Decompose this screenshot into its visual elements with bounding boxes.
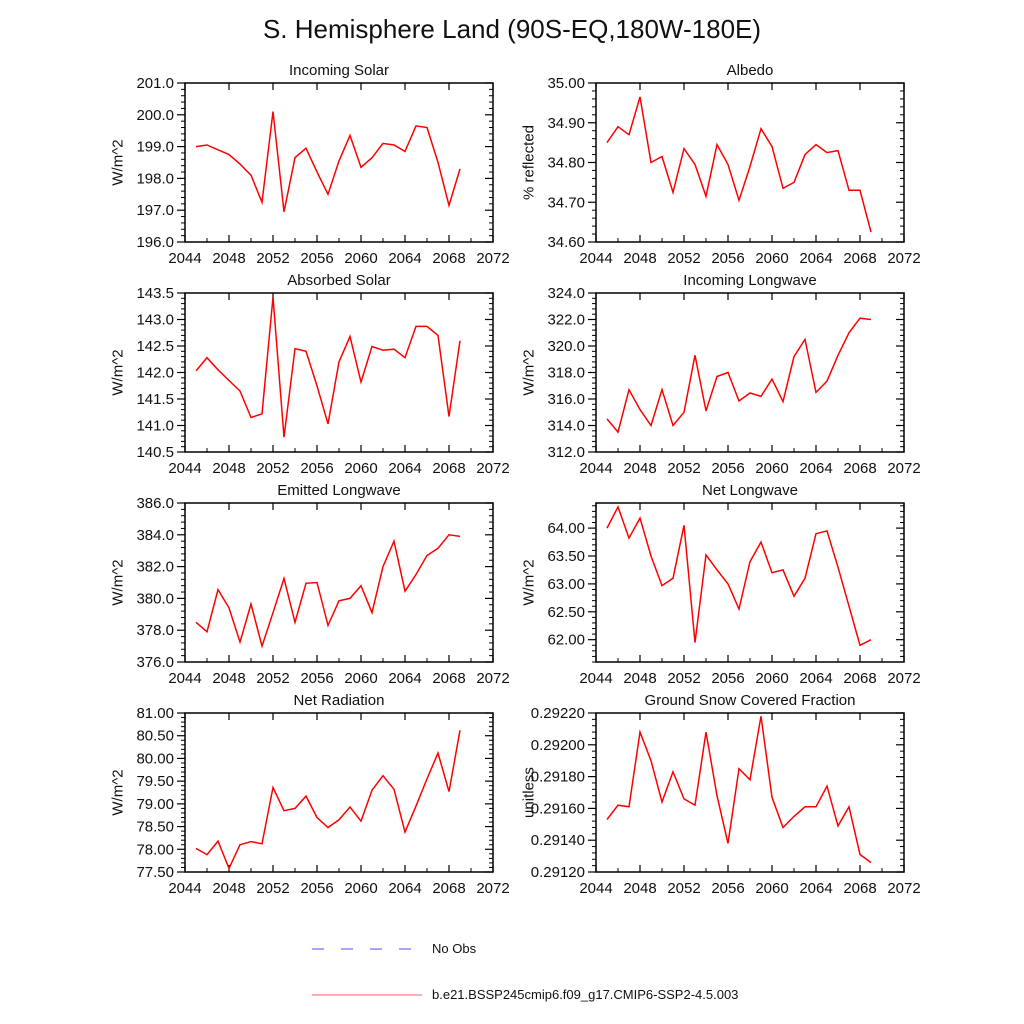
x-tick-label: 2056: [300, 250, 334, 267]
y-tick-label: 62.00: [547, 631, 585, 649]
x-tick-label: 2044: [168, 250, 202, 267]
x-tick-label: 2052: [667, 880, 701, 897]
x-tick-label: 2052: [256, 250, 290, 267]
x-tick-label: 2068: [432, 880, 466, 897]
legend-no-obs-line: [310, 943, 426, 955]
x-tick-label: 2048: [623, 250, 657, 267]
plot-area-net-radiation: [100, 683, 540, 909]
y-tick-label: 63.50: [547, 548, 585, 565]
data-line: [196, 730, 460, 868]
x-tick-label: 2064: [388, 670, 422, 687]
panel-incoming-longwave: [511, 263, 951, 489]
x-tick-label: 2064: [388, 880, 422, 897]
x-tick-label: 2052: [256, 670, 290, 687]
y-tick-label: 322.0: [547, 311, 585, 329]
y-tick-label: 196.0: [136, 234, 174, 251]
plot-area-net-longwave: [511, 473, 951, 699]
x-tick-label: 2052: [667, 460, 701, 477]
x-tick-label: 2052: [256, 880, 290, 897]
x-tick-label: 2056: [711, 880, 745, 897]
y-tick-label: 64.00: [547, 520, 585, 538]
y-tick-label: 34.60: [547, 234, 585, 251]
plot-area-absorbed-solar: [100, 263, 540, 489]
y-tick-label: 34.70: [547, 194, 585, 212]
y-tick-label: 0.29200: [530, 736, 585, 754]
x-tick-label: 2048: [212, 250, 246, 267]
x-tick-label: 2048: [623, 670, 657, 687]
y-tick-label: 0.29180: [530, 768, 585, 786]
y-axis-label: W/m^2: [109, 559, 127, 606]
legend-no-obs-label: No Obs: [432, 941, 477, 956]
y-axis-label: W/m^2: [109, 349, 127, 396]
x-tick-label: 2060: [755, 880, 789, 897]
y-tick-label: 198.0: [136, 170, 174, 188]
y-axis-label: W/m^2: [520, 559, 538, 606]
x-tick-label: 2048: [623, 460, 657, 477]
x-tick-label: 2068: [843, 880, 877, 897]
y-tick-label: 199.0: [136, 138, 174, 156]
panel-net-longwave: [511, 473, 951, 699]
y-tick-label: 320.0: [547, 338, 585, 355]
x-tick-label: 2052: [256, 460, 290, 477]
y-tick-label: 142.0: [136, 364, 174, 382]
x-tick-label: 2060: [755, 250, 789, 267]
x-tick-label: 2072: [887, 670, 921, 687]
x-tick-label: 2044: [168, 460, 202, 477]
y-axis-label: W/m^2: [109, 139, 127, 186]
subplot-title: Incoming Solar: [288, 62, 390, 79]
y-tick-label: 316.0: [547, 391, 585, 408]
data-line: [196, 112, 460, 212]
y-tick-label: 201.0: [136, 75, 174, 92]
y-tick-label: 197.0: [136, 202, 174, 220]
x-tick-label: 2072: [887, 250, 921, 267]
x-tick-label: 2068: [432, 670, 466, 687]
subplot-title: Net Longwave: [702, 482, 798, 499]
y-tick-label: 314.0: [547, 417, 585, 435]
y-tick-label: 376.0: [136, 654, 174, 671]
panel-snow-fraction: [511, 683, 951, 909]
plot-area-albedo: [511, 53, 951, 279]
subplot-title: Albedo: [726, 62, 774, 79]
x-tick-label: 2068: [843, 670, 877, 687]
x-tick-label: 2064: [799, 460, 833, 477]
y-tick-label: 378.0: [136, 622, 174, 640]
y-tick-label: 382.0: [136, 558, 174, 576]
y-axis-label: % reflected: [520, 124, 538, 201]
panel-incoming-solar: [100, 53, 540, 279]
y-tick-label: 140.5: [136, 444, 174, 461]
x-tick-label: 2060: [755, 670, 789, 687]
x-tick-label: 2072: [887, 460, 921, 477]
y-tick-label: 386.0: [136, 495, 174, 512]
y-tick-label: 77.50: [136, 864, 174, 881]
x-tick-label: 2060: [344, 460, 378, 477]
panel-net-radiation: [100, 683, 540, 909]
x-tick-label: 2064: [388, 250, 422, 267]
plot-area-emitted-longwave: [100, 473, 540, 699]
panel-absorbed-solar: [100, 263, 540, 489]
x-tick-label: 2048: [623, 880, 657, 897]
y-axis-label: W/m^2: [520, 349, 538, 396]
x-tick-label: 2044: [579, 250, 613, 267]
legend-case-label: b.e21.BSSP245cmip6.f09_g17.CMIP6-SSP2-4.5.003: [432, 987, 739, 1002]
subplot-title: Incoming Longwave: [683, 272, 817, 289]
x-tick-label: 2056: [300, 670, 334, 687]
y-tick-label: 34.90: [547, 114, 585, 132]
plot-area-incoming-solar: [100, 53, 540, 279]
y-tick-label: 0.29120: [530, 864, 585, 881]
data-line: [607, 318, 871, 432]
y-tick-label: 63.00: [547, 575, 585, 593]
x-tick-label: 2048: [212, 670, 246, 687]
y-axis-label: W/m^2: [109, 769, 127, 816]
x-tick-label: 2044: [579, 880, 613, 897]
data-line: [607, 716, 871, 862]
axis-box: [185, 293, 493, 452]
axis-box: [185, 503, 493, 662]
data-line: [607, 507, 871, 645]
y-tick-label: 141.0: [136, 417, 174, 435]
x-tick-label: 2052: [667, 250, 701, 267]
y-axis-label: unitless: [520, 767, 538, 818]
y-tick-label: 324.0: [547, 285, 585, 302]
y-tick-label: 34.80: [547, 154, 585, 172]
data-line: [607, 97, 871, 232]
x-tick-label: 2072: [887, 880, 921, 897]
y-tick-label: 143.0: [136, 311, 174, 329]
y-tick-label: 78.50: [136, 818, 174, 836]
subplot-title: Ground Snow Covered Fraction: [644, 692, 856, 709]
x-tick-label: 2068: [843, 460, 877, 477]
x-tick-label: 2072: [476, 250, 510, 267]
y-tick-label: 142.5: [136, 338, 174, 355]
plot-area-incoming-longwave: [511, 263, 951, 489]
y-tick-label: 380.0: [136, 590, 174, 608]
subplot-title: Emitted Longwave: [277, 482, 401, 499]
x-tick-label: 2056: [711, 460, 745, 477]
page-title: S. Hemisphere Land (90S-EQ,180W-180E): [262, 14, 762, 44]
y-tick-label: 35.00: [547, 75, 585, 92]
x-tick-label: 2052: [667, 670, 701, 687]
panel-albedo: [511, 53, 951, 279]
x-tick-label: 2064: [799, 880, 833, 897]
subplot-title: Net Radiation: [293, 692, 385, 709]
y-tick-label: 79.50: [136, 773, 174, 791]
x-tick-label: 2048: [212, 880, 246, 897]
x-tick-label: 2060: [755, 460, 789, 477]
axis-box: [185, 713, 493, 872]
y-tick-label: 79.00: [136, 795, 174, 813]
x-tick-label: 2056: [300, 880, 334, 897]
x-tick-label: 2060: [344, 880, 378, 897]
x-tick-label: 2044: [168, 880, 202, 897]
legend-case-line: [310, 989, 426, 1001]
x-tick-label: 2068: [432, 460, 466, 477]
y-tick-label: 78.00: [136, 841, 174, 859]
x-tick-label: 2044: [579, 670, 613, 687]
y-tick-label: 80.00: [136, 750, 174, 768]
y-tick-label: 62.50: [547, 603, 585, 621]
x-tick-label: 2056: [711, 250, 745, 267]
panel-emitted-longwave: [100, 473, 540, 699]
x-tick-label: 2064: [388, 460, 422, 477]
subplot-title: Absorbed Solar: [287, 272, 391, 289]
x-tick-label: 2072: [476, 460, 510, 477]
y-tick-label: 143.5: [136, 285, 174, 302]
x-tick-label: 2072: [476, 880, 510, 897]
y-tick-label: 200.0: [136, 106, 174, 124]
y-tick-label: 0.29220: [530, 705, 585, 722]
x-tick-label: 2044: [168, 670, 202, 687]
data-line: [196, 535, 460, 646]
x-tick-label: 2064: [799, 250, 833, 267]
x-tick-label: 2048: [212, 460, 246, 477]
x-tick-label: 2056: [300, 460, 334, 477]
plot-area-snow-fraction: [511, 683, 951, 909]
x-tick-label: 2068: [432, 250, 466, 267]
y-tick-label: 318.0: [547, 364, 585, 382]
x-tick-label: 2060: [344, 250, 378, 267]
y-tick-label: 80.50: [136, 727, 174, 745]
y-tick-label: 0.29140: [530, 832, 585, 850]
y-tick-label: 81.00: [136, 705, 174, 722]
x-tick-label: 2064: [799, 670, 833, 687]
data-line: [196, 297, 460, 437]
x-tick-label: 2068: [843, 250, 877, 267]
y-tick-label: 0.29160: [530, 800, 585, 818]
y-tick-label: 312.0: [547, 444, 585, 461]
x-tick-label: 2060: [344, 670, 378, 687]
y-tick-label: 141.5: [136, 391, 174, 408]
x-tick-label: 2072: [476, 670, 510, 687]
axis-box: [596, 293, 904, 452]
x-tick-label: 2056: [711, 670, 745, 687]
y-tick-label: 384.0: [136, 526, 174, 544]
x-tick-label: 2044: [579, 460, 613, 477]
